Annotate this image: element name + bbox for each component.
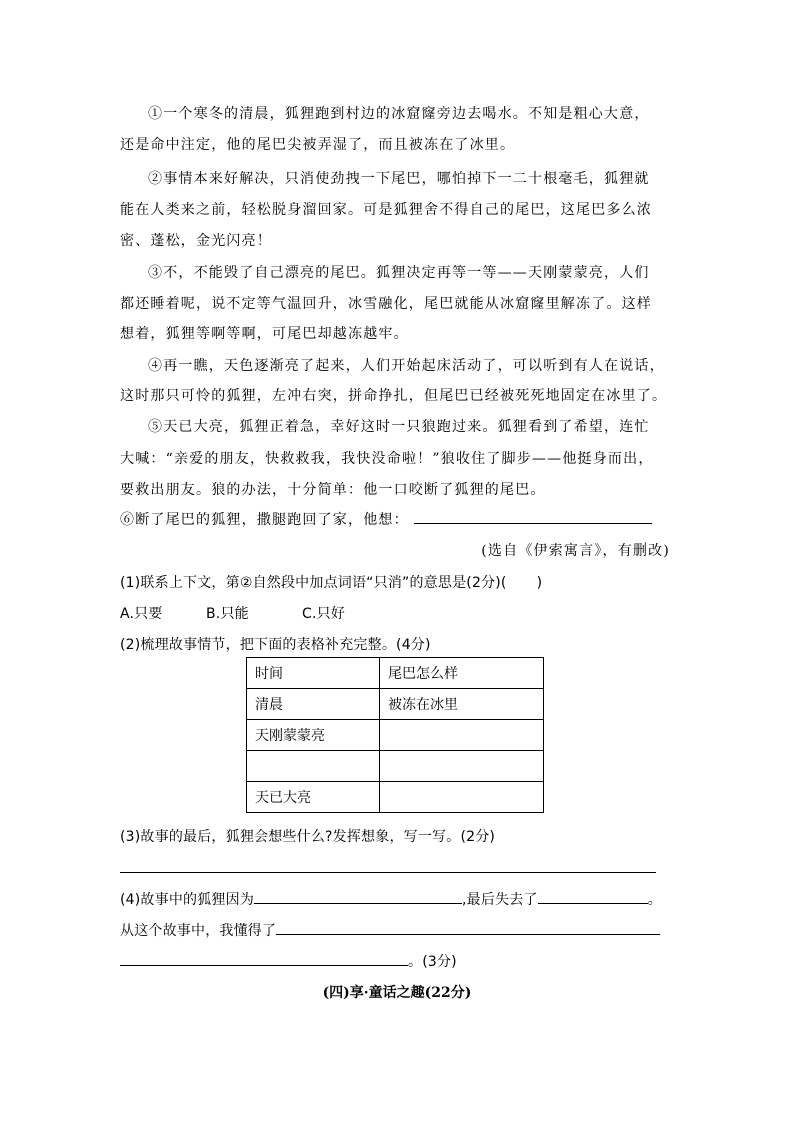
passage-line-8: 想着，狐狸等啊等啊，可尾巴却越冻越牢。 (120, 326, 409, 342)
passage-line-10: 这时那只可怜的狐狸，左冲右突，拼命挣扎，但尾巴已经被死死地固定在冰里了。 (120, 388, 668, 404)
passage-line-12: 大喊：“亲爱的朋友，快救救我，我快没命啦！”狼收住了脚步——他挺身而出， (120, 451, 654, 467)
passage-line-1: ①一个寒冬的清晨，狐狸跑到村边的冰窟窿旁边去喝水。不知是粗心大意， (148, 106, 650, 122)
passage-line-7: 都还睡着呢，说不定等气温回升，冰雪融化，尾巴就能从冰窟窿里解冻了。这样 (120, 296, 652, 312)
question-4-line-1 (120, 889, 662, 909)
question-4-text-a: (4)故事中的狐狸因为 (120, 892, 255, 908)
section-title: (四)享·童话之趣(22分) (322, 985, 472, 1001)
question-2: (2)梳理故事情节，把下面的表格补充完整。(4分) (120, 637, 431, 653)
fox-thought-blank[interactable] (414, 509, 652, 524)
question-4-text-b: ,最后失去了 (462, 892, 538, 908)
table-cell: 清晨 (247, 689, 380, 720)
table-row (247, 658, 544, 689)
question-4-line-3 (120, 951, 457, 971)
passage-line-14 (120, 509, 652, 529)
table-cell: 被冻在冰里 (380, 689, 544, 720)
question-4-lesson-blank-2[interactable] (120, 951, 408, 966)
passage-line-13: 要救出朋友。狼的办法，十分简单：他一口咬断了狐狸的尾巴。 (120, 482, 546, 498)
passage-line-11: ⑤天已大亮，狐狸正着急，幸好这时一只狼跑过来。狐狸看到了希望，连忙 (148, 419, 650, 435)
question-4-line-2 (120, 920, 660, 940)
question-1-options (120, 603, 345, 623)
table-row (247, 720, 544, 751)
question-1 (120, 572, 542, 592)
table-row (247, 782, 544, 813)
table-cell-blank[interactable] (380, 751, 544, 782)
question-4-text-d: 从这个故事中，我懂得了 (120, 923, 277, 939)
table-cell-blank[interactable] (380, 720, 544, 751)
passage-line-14-text: ⑥断了尾巴的狐狸，撒腿跑回了家，他想： (120, 512, 409, 528)
passage-line-5: 密、蓬松，金光闪亮！ (120, 233, 272, 249)
question-1-close: ) (536, 575, 543, 591)
question-3: (3)故事的最后，狐狸会想些什么?发挥想象，写一写。(2分) (120, 829, 496, 845)
table-cell: 天刚蒙蒙亮 (247, 720, 380, 751)
question-4-lost-blank[interactable] (538, 889, 648, 904)
passage-line-4: 能在人类来之前，轻松脱身溜回家。可是狐狸舍不得自己的尾巴，这尾巴多么浓 (120, 202, 652, 218)
question-4-lesson-blank[interactable] (276, 920, 660, 935)
table-header-tail: 尾巴怎么样 (380, 658, 544, 689)
passage-line-9: ④再一瞧，天色逐渐亮了起来，人们开始起床活动了，可以听到有人在说话， (148, 358, 665, 374)
table-cell: 天已大亮 (247, 782, 380, 813)
passage-line-2: 还是命中注定，他的尾巴尖被弄湿了，而且被冻在了冰里。 (120, 137, 516, 153)
passage-line-6: ③不，不能毁了自己漂亮的尾巴。狐狸决定再等一等——天刚蒙蒙亮，人们 (148, 265, 650, 281)
passage-source: (选自《伊索寓言》，有删改) (481, 543, 670, 559)
question-4-text-c: 。 (647, 892, 662, 908)
question-3-answer-line[interactable] (120, 858, 656, 873)
table-row (247, 751, 544, 782)
table-cell-blank[interactable] (380, 782, 544, 813)
question-1-text: (1)联系上下文，第②自然段中加点词语“只消”的意思是(2分)( (120, 575, 507, 591)
option-b[interactable]: B.只能 (206, 606, 249, 622)
option-c[interactable]: C.只好 (302, 606, 346, 622)
table-cell-blank[interactable] (247, 751, 380, 782)
option-a[interactable]: A.只要 (120, 606, 163, 622)
question-4-reason-blank[interactable] (254, 889, 462, 904)
table-header-time: 时间 (247, 658, 380, 689)
question-4-text-e: 。(3分) (408, 954, 457, 970)
passage-line-3: ②事情本来好解决，只消使劲拽一下尾巴，哪怕掉下一二十根毫毛，狐狸就 (148, 171, 650, 187)
table-row (247, 689, 544, 720)
story-table (246, 657, 544, 813)
